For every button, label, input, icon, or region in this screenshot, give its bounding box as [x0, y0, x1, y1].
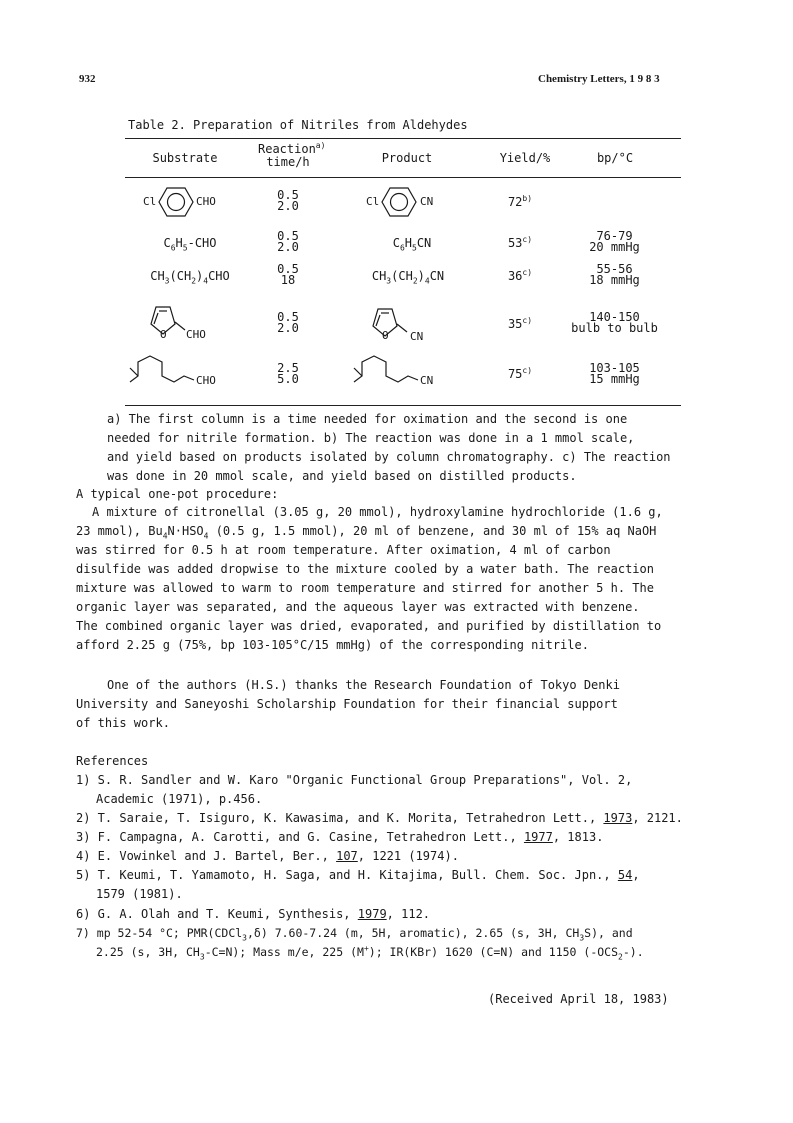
- reference-year: 1979: [357, 907, 387, 921]
- row3-substrate-sub2: 2: [191, 276, 197, 286]
- col-header-time: [258, 141, 326, 169]
- procedure-text: N·HSO: [167, 524, 204, 538]
- row1-substrate-cl: Cl: [143, 195, 157, 208]
- received-date: (Received April 18, 1983): [488, 992, 669, 1006]
- table-footnote-line: a) The first column is a time needed for oximation and the second is one: [107, 412, 628, 426]
- row2-bp-range: 76-79: [596, 229, 633, 243]
- row3-time-oximation: 0.5: [277, 262, 299, 276]
- row3-product-ch2: (CH: [391, 269, 413, 283]
- row5-time: [268, 363, 308, 385]
- row3-yield-value: 36: [507, 269, 523, 283]
- reference-text: , 1221 (1974).: [357, 849, 459, 863]
- row2-substrate-h: H: [175, 236, 183, 250]
- reference-text: 3) F. Campagna, A. Carotti, and G. Casine, Tetrahedron Lett.,: [76, 830, 524, 844]
- row2-yield-value: 53: [507, 236, 523, 250]
- table-bottom-rule: [125, 405, 681, 406]
- col-header-time-line1: Reaction: [258, 142, 316, 156]
- references-title: References: [76, 754, 149, 768]
- procedure-line: was stirred for 0.5 h at room temperature. After oximation, 4 ml of carbon: [76, 543, 611, 557]
- row1-yield-note: b): [522, 194, 533, 203]
- reference-text: 2.25 (s, 3H, CH: [96, 945, 200, 959]
- row3-time-nitrile: 18: [280, 273, 296, 287]
- row4-time-oximation: 0.5: [277, 310, 299, 324]
- reference-text: -C=N); Mass m/e, 225 (M: [204, 945, 364, 959]
- reference-text: 7) mp 52-54 °C; PMR(CDCl: [76, 926, 243, 940]
- row2-time-nitrile: 2.0: [277, 240, 299, 254]
- row1-time: [268, 190, 308, 212]
- row3-product: [348, 269, 468, 286]
- row3-product-sub4: 4: [424, 276, 430, 286]
- procedure-line: A mixture of citronellal (3.05 g, 20 mmol), hydroxylamine hydrochloride (1.6 g,: [92, 505, 663, 519]
- row3-substrate-cho: CHO: [208, 269, 230, 283]
- reference-text: 6) G. A. Olah and T. Keumi, Synthesis,: [76, 907, 358, 921]
- row2-product-sub5: 5: [412, 243, 417, 253]
- reference-5-cont: 1579 (1981).: [96, 887, 183, 901]
- row3-time: [268, 264, 308, 286]
- reference-text: 5) T. Keumi, T. Yamamoto, H. Saga, and H. Kitajima, Bull. Chem. Soc. Jpn.,: [76, 868, 618, 882]
- row1-product-benzene-ring: [381, 187, 417, 217]
- row3-substrate-ch: CH: [150, 269, 165, 283]
- reference-1-cont: Academic (1971), p.456.: [96, 792, 263, 806]
- row5-substrate-skeleton: [126, 352, 198, 386]
- row4-substrate-cho: CHO: [186, 328, 206, 341]
- row2-product: [372, 236, 452, 253]
- journal-title: Chemistry Letters, 1 9 8 3: [538, 73, 660, 85]
- reference-sup: +: [363, 944, 369, 954]
- row4-bp-note: bulb to bulb: [571, 321, 658, 335]
- row1-product-cl: Cl: [366, 195, 380, 208]
- reference-text: , 2121.: [632, 811, 683, 825]
- row2-substrate-sub5: 5: [182, 243, 188, 253]
- reference-text: ,: [632, 868, 640, 882]
- row4-product-bond: [397, 324, 411, 334]
- procedure-line: mixture was allowed to warm to room temperature and stirred for another 5 h. The: [76, 581, 654, 595]
- row1-substrate-benzene-ring: [158, 187, 194, 217]
- reference-1: 1) S. R. Sandler and W. Karo "Organic Functional Group Preparations", Vol. 2,: [76, 773, 633, 787]
- reference-text: , 112.: [386, 907, 431, 921]
- acknowledgement-line: One of the authors (H.S.) thanks the Research Foundation of Tokyo Denki: [107, 678, 620, 692]
- row2-substrate-c: C: [163, 236, 171, 250]
- acknowledgement-line: of this work.: [76, 716, 170, 730]
- row4-product-o: O: [382, 329, 389, 342]
- row5-bp-range: 103-105: [589, 361, 640, 375]
- row2-bp-pressure: 20 mmHg: [589, 240, 640, 254]
- reference-text: , 1813.: [552, 830, 604, 844]
- row3-yield: [495, 270, 545, 282]
- reference-7: [76, 924, 633, 943]
- col-header-bp: bp/°C: [596, 151, 634, 165]
- table-header-rule: [125, 177, 681, 178]
- row2-product-sub6: 6: [399, 243, 405, 253]
- row2-bp: [572, 231, 657, 253]
- reference-text: -).: [622, 945, 644, 959]
- procedure-line: disulfide was added dropwise to the mixture cooled by a water bath. The reaction: [76, 562, 654, 576]
- row5-substrate-cho: CHO: [196, 374, 216, 387]
- reference-year: 1973: [603, 811, 633, 825]
- row1-product-cn: CN: [420, 195, 434, 208]
- row4-substrate-o: O: [160, 328, 167, 341]
- row5-yield-value: 75: [507, 367, 523, 381]
- reference-year: 1977: [523, 830, 553, 844]
- table-top-rule: [125, 138, 681, 139]
- row2-product-cn: CN: [416, 236, 432, 250]
- row2-yield-note: c): [522, 235, 533, 244]
- row3-substrate: [125, 269, 255, 286]
- col-header-time-sup: a): [315, 141, 326, 150]
- table-footnote-line: needed for nitrile formation. b) The reaction was done in a 1 mmol scale,: [107, 431, 635, 445]
- row5-bp-pressure: 15 mmHg: [589, 372, 640, 386]
- row1-time-oximation: 0.5: [277, 188, 299, 202]
- reference-text: ); IR(KBr) 1620 (C=N) and 1150 (-OCS: [368, 945, 619, 959]
- row2-yield: [495, 237, 545, 249]
- reference-7-cont: [96, 943, 644, 962]
- row4-yield-note: c): [522, 316, 533, 325]
- row4-bp-range: 140-150: [589, 310, 640, 324]
- procedure-sub: 4: [203, 531, 209, 541]
- procedure-line: afford 2.25 g (75%, bp 103-105°C/15 mmHg) of the corresponding nitrile.: [76, 638, 589, 652]
- table-footnote-line: and yield based on products isolated by column chromatography. c) The reaction: [107, 450, 671, 464]
- row2-substrate-sub6: 6: [170, 243, 176, 253]
- reference-4: [76, 847, 459, 866]
- row2-time: [268, 231, 308, 253]
- row5-product-cn: CN: [420, 374, 434, 387]
- row5-time-nitrile: 5.0: [277, 372, 299, 386]
- page-number: 932: [79, 73, 96, 85]
- row3-product-cn: CN: [429, 269, 445, 283]
- row5-time-oximation: 2.5: [277, 361, 299, 375]
- row5-yield-note: c): [522, 366, 533, 375]
- row3-substrate-close: ): [196, 269, 204, 283]
- reference-sub: 3: [199, 952, 205, 962]
- table-footnote-line: was done in 20 mmol scale, and yield based on distilled products.: [107, 469, 577, 483]
- table-caption: Table 2. Preparation of Nitriles from Aldehydes: [128, 118, 468, 132]
- reference-2: [76, 809, 683, 828]
- acknowledgement-line: University and Saneyoshi Scholarship Foundation for their financial support: [76, 697, 618, 711]
- reference-text: 4) E. Vowinkel and J. Bartel, Ber.,: [76, 849, 337, 863]
- row3-yield-note: c): [522, 268, 533, 277]
- row2-time-oximation: 0.5: [277, 229, 299, 243]
- row4-product-cn: CN: [410, 330, 424, 343]
- row3-substrate-sub4: 4: [203, 276, 209, 286]
- row2-substrate-cho: -CHO: [187, 236, 217, 250]
- row3-bp: [572, 264, 657, 286]
- procedure-text: (0.5 g, 1.5 mmol), 20 ml of benzene, and 30 ml of 15% aq NaOH: [208, 524, 657, 538]
- row3-product-ch: CH: [371, 269, 387, 283]
- row5-bp: [572, 363, 657, 385]
- row5-yield: [495, 368, 545, 380]
- reference-3: [76, 828, 603, 847]
- row4-time: [268, 312, 308, 334]
- reference-sub: 3: [579, 933, 585, 943]
- procedure-line: [76, 522, 656, 541]
- reference-text: S), and: [584, 926, 633, 940]
- row3-product-sub3: 3: [386, 276, 392, 286]
- row3-bp-range: 55-56: [596, 262, 633, 276]
- row3-substrate-ch2: (CH: [169, 269, 192, 283]
- procedure-title: A typical one-pot procedure:: [76, 487, 279, 501]
- row2-product-h: H: [404, 236, 412, 250]
- reference-volume: 54: [617, 868, 633, 882]
- reference-5: [76, 866, 640, 885]
- row1-substrate-cho: CHO: [196, 195, 216, 208]
- row1-yield-value: 72: [507, 195, 523, 209]
- row4-yield-value: 35: [507, 317, 523, 331]
- row4-bp: [567, 312, 662, 334]
- row3-substrate-sub3: 3: [164, 276, 170, 286]
- row1-yield: [495, 196, 545, 208]
- row3-product-close: ): [417, 269, 425, 283]
- row4-time-nitrile: 2.0: [277, 321, 299, 335]
- col-header-yield: Yield/%: [499, 151, 551, 165]
- reference-volume: 107: [336, 849, 358, 863]
- reference-6: [76, 905, 430, 924]
- procedure-line: The combined organic layer was dried, evaporated, and purified by distillation to: [76, 619, 662, 633]
- col-header-product: Product: [381, 151, 433, 165]
- row3-product-sub2: 2: [412, 276, 418, 286]
- col-header-time-line2: time/h: [266, 155, 310, 169]
- row2-product-c: C: [392, 236, 400, 250]
- row4-yield: [495, 318, 545, 330]
- reference-sub: 3: [242, 933, 247, 943]
- procedure-text: 23 mmol), Bu: [76, 524, 163, 538]
- reference-text: ,δ) 7.60-7.24 (m, 5H, aromatic), 2.65 (s, 3H, CH: [247, 926, 580, 940]
- row5-product-skeleton: [350, 352, 422, 386]
- reference-sub: 2: [618, 952, 623, 962]
- row2-substrate: [150, 236, 230, 253]
- row1-time-nitrile: 2.0: [277, 199, 299, 213]
- col-header-substrate: Substrate: [152, 151, 218, 165]
- procedure-line: organic layer was separated, and the aqueous layer was extracted with benzene.: [76, 600, 640, 614]
- procedure-sub: 4: [162, 531, 168, 541]
- row3-bp-pressure: 18 mmHg: [589, 273, 640, 287]
- reference-text: 2) T. Saraie, T. Isiguro, K. Kawasima, and K. Morita, Tetrahedron Lett.,: [76, 811, 604, 825]
